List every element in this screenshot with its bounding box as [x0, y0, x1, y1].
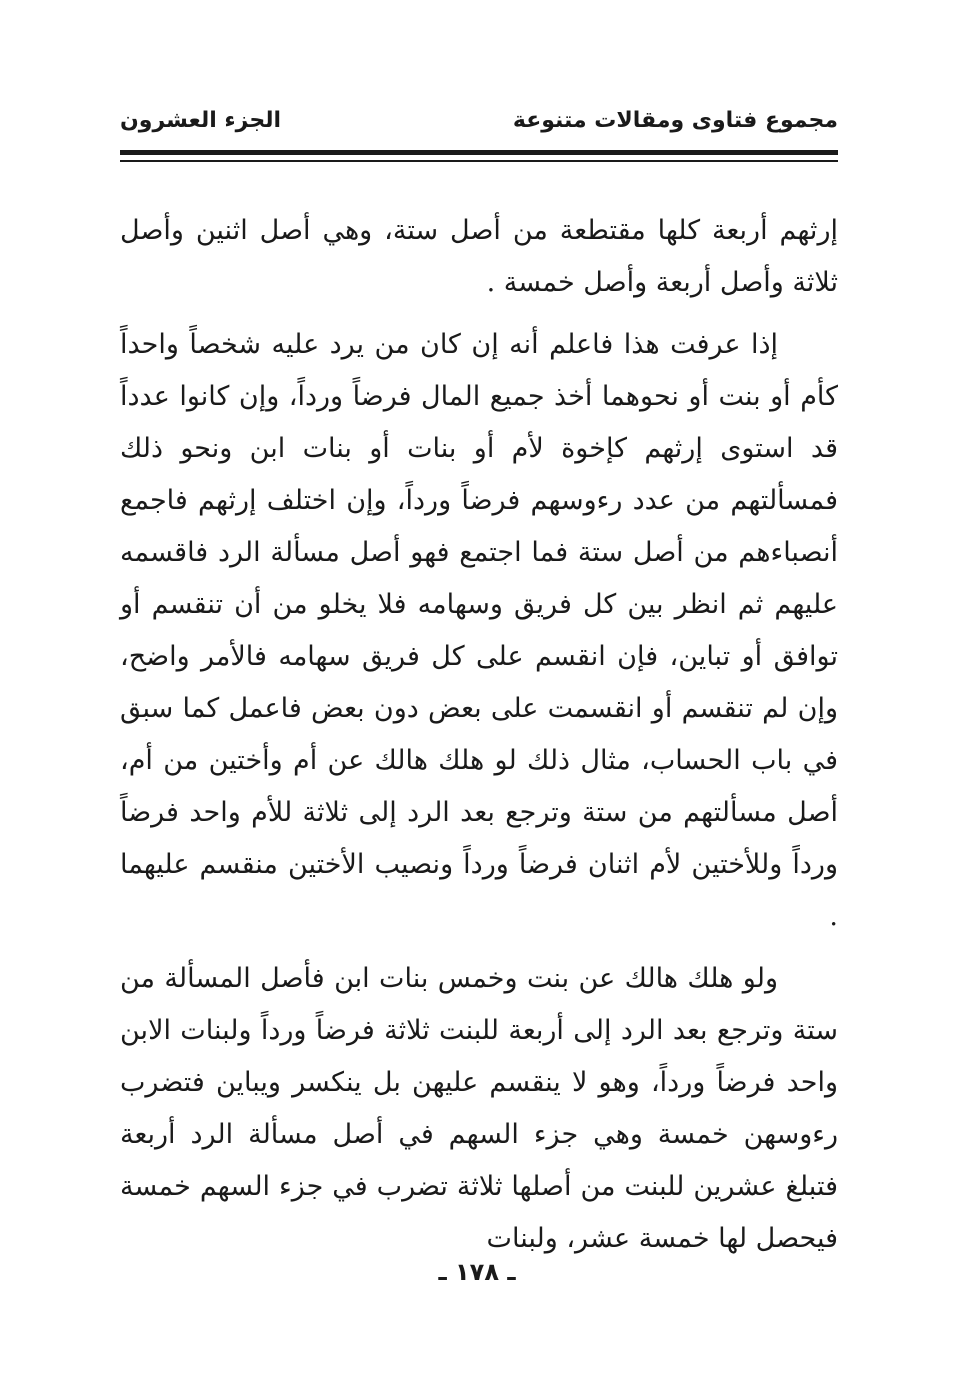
header-rule-thick	[120, 150, 838, 155]
page-number: ـ ١٧٨ ـ	[438, 1258, 516, 1286]
paragraph: إرثهم أربعة كلها مقتطعة من أصل ستة، وهي أصل اثنين وأصل ثلاثة وأصل أربعة وأصل خمسة .	[120, 215, 838, 298]
header-rule-thin	[120, 160, 838, 162]
paragraph: إذا عرفت هذا فاعلم أنه إن كان من يرد عليه شخصاً واحداً كأم أو بنت أو نحوهما أخذ جميع المال فرضاً ورداً، وإن كانوا عدداً قد استوى إرثهم كإخوة لأم أو بنات أو بنات ابن ونحو ذلك فمسألتهم من عدد رءوسهم فرضاً ورداً، وإن اختلف إرثهم فاجمع أنصباءهم من أصل ستة فما اجتمع فهو أصل مسألة الرد فاقسمه عليهم ثم انظر بين كل فريق وسهامه فلا يخلو من أن تنقسم أو توافق أو تباين، فإن انقسم على كل فريق سهامه فالأمر واضح، وإن لم تنقسم أو انقسمت على بعض دون بعض فاعمل كما سبق في باب الحساب، مثال ذلك لو هلك هالك عن أم وأختين من أم، أصل مسألتهم من ستة وترجع بعد الرد إلى ثلاثة للأم واحد فرضاً ورداً وللأختين لأم اثنان فرضاً ورداً ونصيب الأختين منقسم عليهما .	[120, 329, 838, 932]
body-text	[120, 205, 838, 1275]
volume-label: الجزء العشرون	[120, 108, 281, 133]
page-header	[120, 108, 838, 144]
book-title: مجموع فتاوى ومقالات متنوعة	[512, 108, 838, 133]
paragraph: ولو هلك هالك عن بنت وخمس بنات ابن فأصل المسألة من ستة وترجع بعد الرد إلى أربعة للبنت ثلاثة فرضاً ورداً ولبنات الابن واحد فرضاً ورداً، وهو لا ينقسم عليهن بل ينكسر ويباين فتضرب رءوسهن خمسة وهي جزء السهم في أصل مسألة الرد أربعة فتبلغ عشرين للبنت من أصلها ثلاثة تضرب في جزء السهم خمسة فيحصل لها خمسة عشر، ولبنات	[120, 963, 838, 1254]
